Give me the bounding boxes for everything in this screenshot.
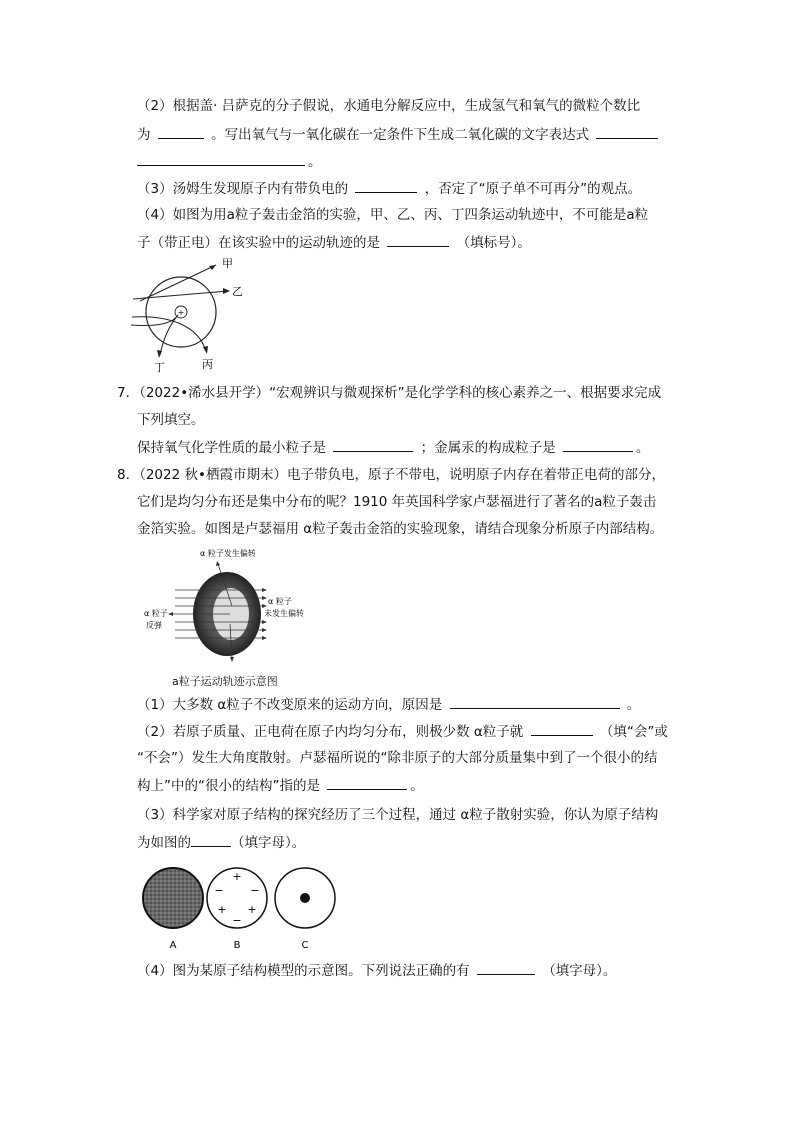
q6-part4-text-b: （填标号）。 [456, 235, 531, 251]
q8-line3: 金箔实验。如图是卢瑟福用 α粒子轰击金箔的实验现象，请结合现象分析原子内部结构。 [137, 521, 664, 537]
q6-part4-text-a: 子（带正电）在该实验中的运动轨迹的是 [137, 235, 380, 251]
q6-equation-blank-1[interactable] [596, 124, 658, 139]
label-ding: 丁 [154, 361, 165, 374]
q7-line2: 下列填空。 [137, 412, 205, 428]
q8-part2-text-a: （2）若原子质量、正电荷在原子内均匀分布，则极少数 α粒子就 [137, 724, 524, 740]
q6-part2-line2 [137, 124, 661, 145]
model-a-circle [143, 868, 203, 928]
q8-part2-text-c: 构上”中的“很小的结构”指的是 [137, 778, 320, 794]
q8-small-structure-blank[interactable] [327, 775, 407, 790]
q6-equation-blank-2[interactable] [137, 151, 305, 166]
model-b-label: B [233, 940, 241, 951]
q8-part4-line [137, 960, 616, 981]
q8-part3-text-a: 为如图的 [137, 835, 191, 851]
fig-left-label-2: 反弹 [146, 621, 162, 630]
q8-line1: 8．（2022 秋•栖霞市期末）电子带负电，原子不带电，说明原子内存在着带正电荷的部分， [117, 467, 665, 483]
label-yi: 乙 [232, 285, 243, 298]
q7-text-c: 。 [635, 440, 650, 456]
q7-oxygen-particle-blank[interactable] [333, 437, 413, 452]
q8-part4-text-b: （填字母）。 [542, 963, 617, 979]
rutherford-scattering-figure [140, 546, 340, 664]
model-c-label: C [301, 940, 309, 951]
svg-text:+: + [247, 903, 257, 916]
svg-text:−: − [250, 884, 260, 897]
q8-part2-text-b: （填“会”或 [599, 724, 668, 740]
q6-part2-text-a: 为 [137, 127, 151, 143]
q6-ratio-blank[interactable] [158, 124, 204, 139]
svg-text:−: − [232, 914, 242, 927]
q7-line3 [137, 437, 649, 458]
q6-part2-end: 。 [308, 154, 322, 170]
q6-part3-text-b: ，否定了“原子单不可再分”的观点。 [424, 181, 642, 197]
arrow-bing-icon [203, 346, 208, 354]
q8-scatter-blank[interactable] [531, 721, 593, 736]
q8-part3-line2 [137, 832, 305, 853]
q6-trajectory-blank[interactable] [387, 232, 449, 247]
trajectory-yi [133, 291, 228, 299]
svg-text:−: − [214, 884, 224, 897]
q6-part2-text-b: 。写出氧气与一氧化碳在一定条件下生成二氧化碳的文字表达式 [211, 127, 590, 143]
q7-line1: 7．（2022•浠水县开学）“宏观辨识与微观探析”是化学学科的核心素养之一、根据要求完成 [117, 385, 662, 401]
arrow-ding-icon [157, 350, 162, 358]
model-c-nucleus [300, 893, 310, 903]
q6-part3-text-a: （3）汤姆生发现原子内有带负电的 [137, 181, 349, 197]
q7-text-a: 保持氧气化学性质的最小粒子是 [137, 440, 326, 456]
nucleus-plus-sign: + [177, 308, 185, 317]
q6-part2-line1: （2）根据盖· 吕萨克的分子假说，水通电分解反应中，生成氢气和氧气的微粒个数比 [137, 98, 641, 114]
q8-reason-blank[interactable] [450, 694, 620, 709]
label-bing: 丙 [202, 358, 213, 371]
q8-part2-text-d: 。 [410, 778, 424, 794]
q8-part3-line1: （3）科学家对原子结构的探究经历了三个过程，通过 α粒子散射实验，你认为原子结构 [137, 807, 659, 823]
q6-part4-line2 [137, 232, 531, 253]
model-a-label: A [169, 940, 177, 951]
q6-part3-line [137, 178, 641, 199]
svg-text:+: + [232, 870, 242, 883]
fig-right-label-2: 未发生偏转 [264, 609, 304, 618]
alpha-trajectory-figure [128, 255, 258, 375]
q8-model-blank[interactable] [191, 832, 231, 847]
q6-part4-line1: （4）如图为用a粒子轰击金箔的实验，甲、乙、丙、丁四条运动轨迹中，不可能是a粒 [137, 207, 649, 223]
q8-part1-line [137, 694, 640, 715]
q8-correct-statement-blank[interactable] [477, 960, 535, 975]
q7-text-b: ；金属汞的构成粒子是 [420, 440, 556, 456]
q8-part4-text-a: （4）图为某原子结构模型的示意图。下列说法正确的有 [137, 963, 470, 979]
q8-part2-line2: “不会”）发生大角度散射。卢瑟福所说的“除非原子的大部分质量集中到了一个很小的结 [137, 750, 658, 766]
q8-part2-line1 [137, 721, 668, 742]
fig-left-label-1: α 粒子 [144, 609, 168, 618]
svg-text:+: + [217, 903, 227, 916]
arrow-yi-icon [223, 288, 230, 294]
q8-part1-text-a: （1）大多数 α粒子不改变原来的运动方向，原因是 [137, 697, 443, 713]
label-jia: 甲 [222, 257, 233, 270]
q8-line2: 它们是均匀分布还是集中分布的呢？1910 年英国科学家卢瑟福进行了著名的a粒子轰击 [137, 494, 657, 510]
fig-caption: a粒子运动轨迹示意图 [172, 675, 278, 688]
q6-part2-line3 [137, 151, 322, 172]
q8-part2-line3 [137, 775, 424, 796]
atom-models-figure [138, 866, 343, 956]
fig-right-label-1: α 粒子 [268, 597, 292, 606]
fig-top-label: α 粒子发生偏转 [200, 549, 256, 558]
q7-mercury-particle-blank[interactable] [563, 437, 633, 452]
q8-part3-text-b: （填字母）。 [231, 835, 306, 851]
q8-part1-text-b: 。 [626, 697, 641, 713]
q6-particle-blank[interactable] [355, 178, 417, 193]
